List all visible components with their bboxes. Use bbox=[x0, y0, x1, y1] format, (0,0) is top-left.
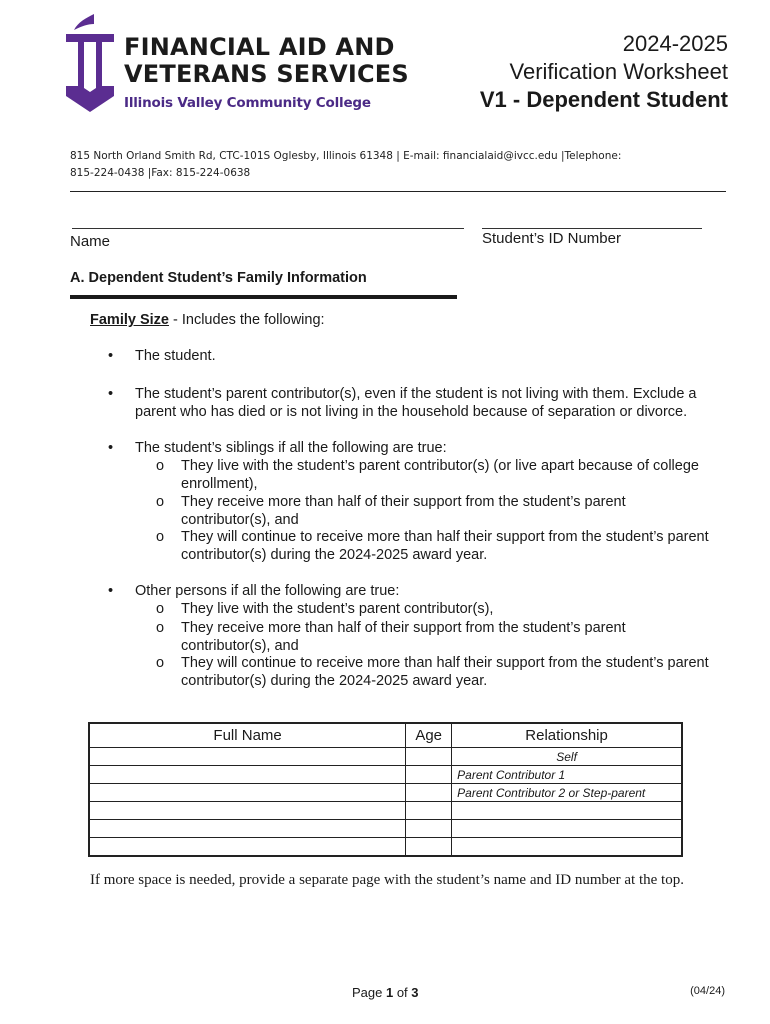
header-divider bbox=[70, 191, 726, 192]
page-current: 1 bbox=[385, 985, 394, 1000]
family-size-description: - Includes the following: bbox=[168, 312, 325, 328]
page-mid: of bbox=[393, 985, 412, 1000]
worksheet-title-block bbox=[480, 30, 728, 114]
logo-line-2: VETERANS SERVICES bbox=[124, 60, 409, 88]
relationship-cell: Parent Contributor 1 bbox=[452, 766, 682, 784]
section-a-heading: A. Dependent Student’s Family Information bbox=[70, 270, 367, 286]
family-size-label: Family Size bbox=[90, 312, 169, 328]
sub-item-text: They live with the student’s parent contributor(s), bbox=[181, 601, 494, 617]
circle-bullet-icon: o bbox=[156, 620, 165, 636]
logo-wordmark bbox=[124, 34, 409, 88]
table-row bbox=[89, 802, 682, 820]
worksheet-title: V1 - Dependent Student bbox=[479, 87, 728, 112]
relationship-cell: Self bbox=[452, 748, 682, 766]
relationship-cell[interactable] bbox=[452, 838, 682, 857]
table-row bbox=[89, 784, 682, 802]
bullet-icon: • bbox=[108, 348, 114, 364]
circle-bullet-icon: o bbox=[156, 655, 165, 671]
family-members-table bbox=[88, 722, 683, 857]
column-header-full-name: Full Name bbox=[89, 723, 406, 748]
logo-line-1: FINANCIAL AID AND bbox=[124, 33, 395, 61]
full-name-cell[interactable] bbox=[89, 838, 406, 857]
sub-item-text: They live with the student’s parent contributor(s) (or live apart because of college enrollment), bbox=[181, 458, 699, 492]
table-row bbox=[89, 820, 682, 838]
sub-item-text: They will continue to receive more than half their support from the student’s parent contributor(s) during the 2024-2025 award year. bbox=[181, 655, 709, 689]
age-cell[interactable] bbox=[406, 838, 452, 857]
student-id-field-line[interactable] bbox=[482, 228, 702, 229]
table-row bbox=[89, 748, 682, 766]
sub-item-text: They receive more than half of their support from the student’s parent contributor(s), and bbox=[181, 620, 626, 654]
table-header-row bbox=[89, 723, 682, 748]
family-size-intro bbox=[90, 312, 325, 328]
bullet-icon: • bbox=[108, 583, 114, 599]
full-name-cell[interactable] bbox=[89, 766, 406, 784]
full-name-cell[interactable] bbox=[89, 802, 406, 820]
circle-bullet-icon: o bbox=[156, 458, 165, 474]
circle-bullet-icon: o bbox=[156, 529, 165, 545]
contact-line-1: 815 North Orland Smith Rd, CTC-101S Oglesby, Illinois 61348 | E-mail: financialaid@ivcc.edu |Telephone: bbox=[70, 150, 622, 162]
bullet-text: The student. bbox=[135, 348, 216, 364]
relationship-cell[interactable] bbox=[452, 820, 682, 838]
age-cell[interactable] bbox=[406, 784, 452, 802]
section-a-rule bbox=[70, 295, 457, 299]
name-label: Name bbox=[70, 233, 111, 250]
logo-subtitle: Illinois Valley Community College bbox=[124, 95, 371, 111]
contact-info bbox=[70, 148, 690, 182]
additional-space-note: If more space is needed, provide a separate page with the student’s name and ID number at the top. bbox=[90, 872, 684, 888]
bullet-text: Other persons if all the following are true: bbox=[135, 583, 400, 599]
bullet-text: The student’s siblings if all the following are true: bbox=[135, 440, 447, 456]
sub-item-text: They will continue to receive more than half their support from the student’s parent contributor(s) during the 2024-2025 award year. bbox=[181, 529, 709, 563]
age-cell[interactable] bbox=[406, 748, 452, 766]
circle-bullet-icon: o bbox=[156, 601, 165, 617]
full-name-cell[interactable] bbox=[89, 748, 406, 766]
age-cell[interactable] bbox=[406, 820, 452, 838]
ivcc-logo-icon bbox=[64, 12, 116, 114]
award-year: 2024-2025 bbox=[622, 31, 728, 56]
column-header-relationship: Relationship bbox=[452, 723, 682, 748]
full-name-cell[interactable] bbox=[89, 784, 406, 802]
column-header-age: Age bbox=[406, 723, 452, 748]
name-field-line[interactable] bbox=[72, 228, 464, 229]
student-id-label: Student’s ID Number bbox=[482, 230, 621, 247]
full-name-cell[interactable] bbox=[89, 820, 406, 838]
relationship-cell: Parent Contributor 2 or Step-parent bbox=[452, 784, 682, 802]
page-total: 3 bbox=[411, 985, 419, 1000]
revision-date: (04/24) bbox=[690, 985, 725, 997]
table-row bbox=[89, 838, 682, 857]
bullet-icon: • bbox=[108, 440, 114, 456]
relationship-cell[interactable] bbox=[452, 802, 682, 820]
contact-line-2: 815-224-0438 |Fax: 815-224-0638 bbox=[70, 167, 251, 179]
page-prefix: Page bbox=[352, 985, 386, 1000]
circle-bullet-icon: o bbox=[156, 494, 165, 510]
bullet-icon: • bbox=[108, 386, 114, 402]
age-cell[interactable] bbox=[406, 766, 452, 784]
table-row bbox=[89, 766, 682, 784]
sub-item-text: They receive more than half of their support from the student’s parent contributor(s), and bbox=[181, 494, 626, 528]
page-number bbox=[352, 985, 419, 1000]
bullet-text: The student’s parent contributor(s), even if the student is not living with them. Exclude a parent who has died or is not living in the household because of separation or divorce. bbox=[135, 386, 697, 420]
worksheet-subtitle: Verification Worksheet bbox=[509, 59, 728, 84]
age-cell[interactable] bbox=[406, 802, 452, 820]
